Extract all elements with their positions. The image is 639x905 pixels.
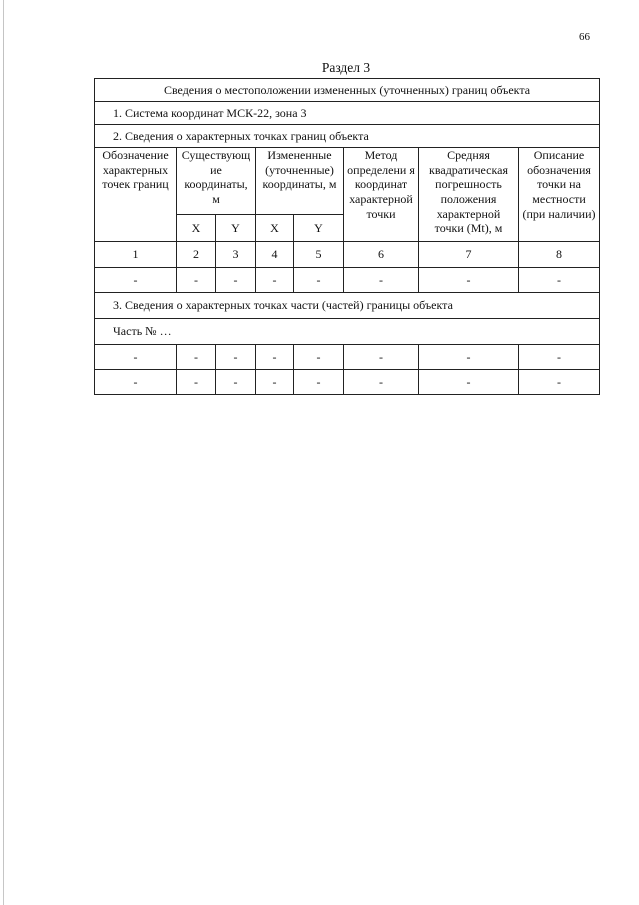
header-y-existing: Y	[216, 215, 256, 242]
boundary-table	[94, 78, 600, 395]
page-number: 66	[579, 31, 590, 43]
table-cell: -	[256, 268, 294, 293]
table-cell: -	[344, 370, 419, 395]
header-method: Метод определени я координат характерной точки	[344, 148, 419, 242]
header-x-existing: X	[177, 215, 216, 242]
column-number: 7	[419, 242, 519, 268]
table-cell: -	[419, 268, 519, 293]
column-number: 3	[216, 242, 256, 268]
table-cell: -	[95, 345, 177, 370]
table-row	[95, 268, 600, 293]
table-cell: -	[344, 345, 419, 370]
column-number: 1	[95, 242, 177, 268]
table-row	[95, 370, 600, 395]
table-cell: -	[344, 268, 419, 293]
points-heading-row: 2. Сведения о характерных точках границ объекта	[95, 125, 600, 148]
header-designation: Обозначение характерных точек границ	[95, 148, 177, 242]
table-cell: -	[216, 268, 256, 293]
column-number: 6	[344, 242, 419, 268]
table-cell: -	[294, 370, 344, 395]
table-cell: -	[256, 345, 294, 370]
table-cell: -	[177, 268, 216, 293]
header-error: Средняя квадратическая погрешность положения характерной точки (Mt), м	[419, 148, 519, 242]
coord-system-row: 1. Система координат МСК-22, зона 3	[95, 102, 600, 125]
table-cell: -	[519, 268, 600, 293]
table-cell: -	[216, 370, 256, 395]
column-number-row	[95, 242, 600, 268]
table-cell: -	[294, 345, 344, 370]
header-changed-coords: Измененные (уточненные) координаты, м	[256, 148, 344, 215]
part-label-row: Часть № …	[95, 319, 600, 345]
table-title: Сведения о местоположении измененных (уточненных) границ объекта	[95, 79, 600, 102]
column-number: 4	[256, 242, 294, 268]
table-cell: -	[519, 345, 600, 370]
scan-edge-line	[3, 0, 4, 905]
table-cell: -	[256, 370, 294, 395]
section-title: Раздел 3	[321, 60, 371, 75]
column-number: 5	[294, 242, 344, 268]
table-row	[95, 345, 600, 370]
header-x-changed: X	[256, 215, 294, 242]
table-cell: -	[177, 345, 216, 370]
table-cell: -	[419, 345, 519, 370]
header-description: Описание обозначения точки на местности (при наличии)	[519, 148, 600, 242]
table-cell: -	[95, 268, 177, 293]
table-cell: -	[519, 370, 600, 395]
table-cell: -	[177, 370, 216, 395]
column-number: 8	[519, 242, 600, 268]
table-cell: -	[216, 345, 256, 370]
header-y-changed: Y	[294, 215, 344, 242]
column-number: 2	[177, 242, 216, 268]
table-cell: -	[294, 268, 344, 293]
header-existing-coords: Существующ ие координаты, м	[177, 148, 256, 215]
table-cell: -	[95, 370, 177, 395]
parts-heading-row: 3. Сведения о характерных точках части (частей) границы объекта	[95, 293, 600, 319]
table-cell: -	[419, 370, 519, 395]
